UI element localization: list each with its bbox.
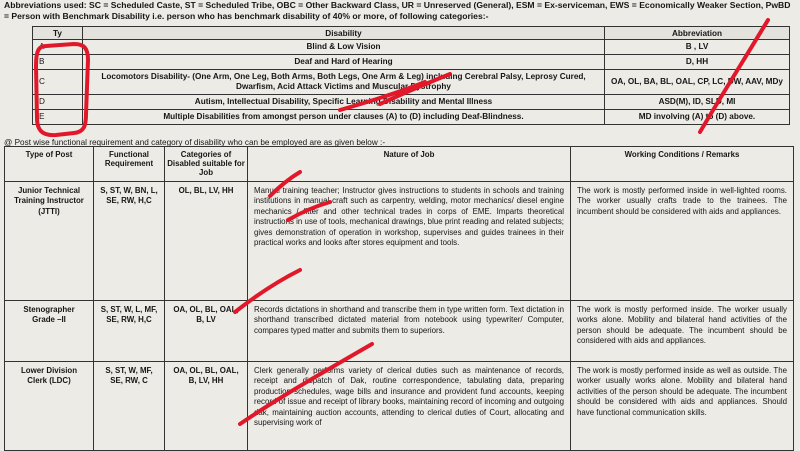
post-name: Stenographer Grade –II — [5, 301, 94, 362]
disability-abbreviation: D, HH — [605, 55, 790, 70]
disability-abbreviation: ASD(M), ID, SLD, MI — [605, 95, 790, 110]
col-abbreviation-header: Abbreviation — [605, 27, 790, 40]
slash-mark — [240, 344, 372, 424]
col-type-header: Ty — [33, 27, 83, 40]
category-code: E — [33, 110, 83, 125]
category-code: A — [33, 40, 83, 55]
post-name: Lower Division Clerk (LDC) — [5, 362, 94, 451]
disability-description: Deaf and Hard of Hearing — [83, 55, 605, 70]
abbreviations-text: Abbreviations used: SC = Scheduled Caste, ST = Scheduled Tribe, OBC = Other Backward Class, UR = Unreserved (General), ESM = Ex-serviceman, EWS = Economically Weaker Section, PwBD = Person with Benchmark Disability i.e. person who has benchmark disability of 40% or more, of following categories:- — [4, 0, 791, 21]
category-code: B — [33, 55, 83, 70]
category-code: D — [33, 95, 83, 110]
working-conditions: The work is mostly performed inside as well as outside. The worker usually works alone. Mobility and bilateral hand activities of the person should be adequate. The incumbent should be considered with aids and appliances. Should have functional communication skills. — [571, 362, 794, 451]
working-conditions: The work is mostly performed inside in well-lighted rooms. The worker usually crafts trade to the trainees. The incumbent should be considered with aids and appliances. — [571, 182, 794, 301]
disability-description: Blind & Low Vision — [83, 40, 605, 55]
slash-mark — [700, 20, 768, 132]
functional-requirement: S, ST, W, MF, SE, RW, C — [94, 362, 165, 451]
col-conditions-header: Working Conditions / Remarks — [571, 147, 794, 182]
category-code: C — [33, 70, 83, 95]
disability-description: Multiple Disabilities from amongst person under clauses (A) to (D) including Deaf-Blindness. — [83, 110, 605, 125]
col-categories-header: Categories of Disabled suitable for Job — [165, 147, 248, 182]
nature-of-job: Manual training teacher; Instructor gives instructions to students in schools and training institutions in manual craft such as carpentry, welding, motor mechanics/ diesel engine mechanics / fitter and other technical trades in corps of EME. Imparts theoretical instructions in use of tools, mechanical drawings, blue print reading and related subjects; gives demonstration of operation in workshop, supervises and guides trainees in their practical works and looks after stores equipment and tools. — [248, 182, 571, 301]
disability-description: Locomotors Disability- (One Arm, One Leg, Both Arms, Both Legs, One Arm & Leg) including Cerebral Palsy, Leprosy Cured, Dwarfism, Acid Attack Victims and Muscular Dystrophy — [83, 70, 605, 95]
functional-requirement: S, ST, W, BN, L, SE, RW, H,C — [94, 182, 165, 301]
nature-of-job: Clerk generally performs variety of clerical duties such as maintenance of records, receipt and dispatch of Dak, routine correspondence, tabulating data, preparing production schedules, wage bills and insurance and provident fund accounts, keeping record of issue and receipt of library books, maintaining record of incoming and outgoing dak, maintaining auction accounts, attending to clerical duties of Court, allocating and supervising work of — [248, 362, 571, 451]
post-name: Junior Technical Training Instructor (JTTI) — [5, 182, 94, 301]
disability-categories: OA, OL, BL, OAL, B, LV — [165, 301, 248, 362]
working-conditions: The work is mostly performed inside. The worker usually works alone. Mobility and bilateral hand activities of the person should be adequate. The incumbent should be considered with aids and appliances. — [571, 301, 794, 362]
slash-mark — [288, 202, 330, 220]
col-post-header: Type of Post — [5, 147, 94, 182]
disability-abbreviation: B , LV — [605, 40, 790, 55]
disability-categories: OA, OL, BL, OAL, B, LV, HH — [165, 362, 248, 451]
col-disability-header: Disability — [83, 27, 605, 40]
col-requirement-header: Functional Requirement — [94, 147, 165, 182]
category-column-circle — [36, 44, 88, 135]
slash-mark — [235, 270, 300, 312]
col-nature-header: Nature of Job — [248, 147, 571, 182]
slash-mark — [270, 172, 300, 196]
disability-abbreviation: OA, OL, BA, BL, OAL, CP, LC, DW, AAV, MDy — [605, 70, 790, 95]
slash-mark — [340, 82, 425, 110]
slash-mark — [380, 74, 450, 104]
nature-of-job: Records dictations in shorthand and transcribe them in type written form. Text dictation in shorthand transcribed dictated material from notebook using typewriter/ Computer, compares typed matter and submits them to superiors. — [248, 301, 571, 362]
disability-description: Autism, Intellectual Disability, Specific Learning Disability and Mental Illness — [83, 95, 605, 110]
functional-requirement: S, ST, W, L, MF, SE, RW, H,C — [94, 301, 165, 362]
post-wise-note: @ Post wise functional requirement and category of disability who can be employed are as given below :- — [4, 138, 386, 147]
disability-abbreviation: MD involving (A) to (D) above. — [605, 110, 790, 125]
disability-categories: OL, BL, LV, HH — [165, 182, 248, 301]
